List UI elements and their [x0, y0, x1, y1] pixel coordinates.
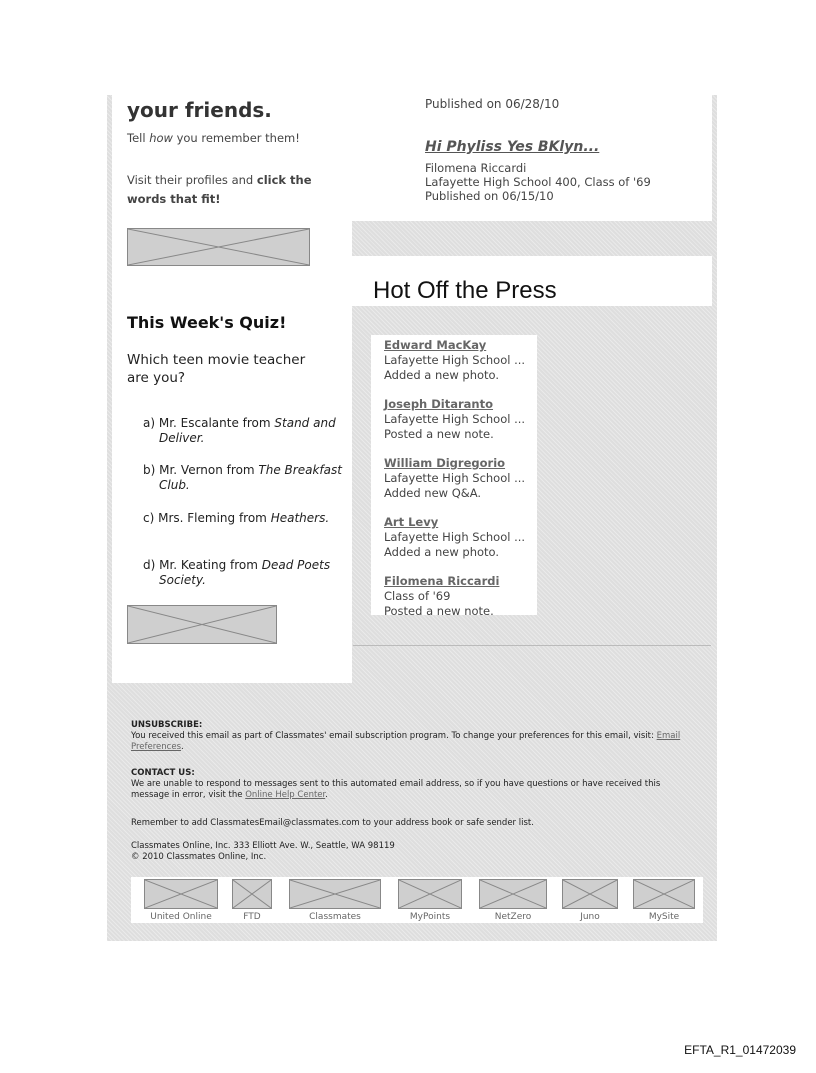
- document-id: EFTA_R1_01472039: [684, 1043, 796, 1057]
- quiz-title: This Week's Quiz!: [127, 313, 287, 332]
- feed-item: Joseph Ditaranto Lafayette High School ... Posted a new note.: [384, 397, 526, 441]
- logo-image: [232, 879, 272, 909]
- feed-item-name-link[interactable]: William Digregorio: [384, 456, 506, 470]
- logo-image: [144, 879, 218, 909]
- feed-item-name-link[interactable]: Edward MacKay: [384, 338, 487, 352]
- feed-item: William Digregorio Lafayette High School ... Added new Q&A.: [384, 456, 526, 500]
- image-placeholder-button[interactable]: [127, 228, 310, 266]
- logo-image: [398, 879, 462, 909]
- unsubscribe-section: UNSUBSCRIBE: You received this email as part of Classmates' email subscription program. To change your preferences for this email, visit: Email Preferences.: [131, 720, 681, 752]
- hot-off-press-title: Hot Off the Press: [373, 277, 557, 304]
- contact-section: CONTACT US: We are unable to respond to messages sent to this automated email address, so if you have questions or have received this message in error, visit the Online Help Center.: [131, 768, 661, 800]
- feed-item: Edward MacKay Lafayette High School ... Added a new photo.: [384, 338, 526, 382]
- logo-image: [562, 879, 618, 909]
- feed-item-name-link[interactable]: Joseph Ditaranto: [384, 397, 494, 411]
- story-meta: [425, 161, 651, 203]
- prev-published-date: Published on 06/28/10: [425, 97, 560, 111]
- quiz-option-b[interactable]: b) Mr. Vernon from The Breakfast Club.: [143, 463, 342, 492]
- online-help-center-link[interactable]: Online Help Center: [245, 790, 326, 800]
- logo-image: [633, 879, 695, 909]
- story-author: Filomena Riccardi: [425, 161, 527, 175]
- company-address: Classmates Online, Inc. 333 Elliott Ave. W., Seattle, WA 98119 © 2010 Classmates Online, Inc.: [131, 841, 395, 862]
- feed-item-name-link[interactable]: Art Levy: [384, 515, 439, 529]
- logo-image: [479, 879, 547, 909]
- email-body: [107, 95, 717, 941]
- email-preferences-link[interactable]: Email Preferences: [131, 731, 681, 752]
- feed-item-name-link[interactable]: Filomena Riccardi: [384, 574, 500, 588]
- friends-heading: your friends.: [127, 98, 272, 122]
- activity-feed: [371, 335, 537, 618]
- divider: [353, 645, 711, 646]
- story-published: Published on 06/15/10: [425, 189, 554, 203]
- visit-text: Visit their profiles and click the words that fit!: [127, 173, 312, 206]
- quiz-option-d[interactable]: d) Mr. Keating from Dead Poets Society.: [143, 558, 331, 587]
- tell-text: Tell how you remember them!: [127, 131, 300, 145]
- logo-image: [289, 879, 381, 909]
- feed-item: Art Levy Lafayette High School ... Added a new photo.: [384, 515, 526, 559]
- story-title-link[interactable]: Hi Phyliss Yes BKlyn...: [425, 139, 600, 155]
- unsubscribe-heading: UNSUBSCRIBE:: [131, 720, 203, 730]
- partner-logos: United Online FTD Classmates MyPoints NetZero Juno MySite: [131, 877, 703, 923]
- quiz-option-a[interactable]: a) Mr. Escalante from Stand and Deliver.: [143, 416, 336, 445]
- quiz-option-c[interactable]: c) Mrs. Fleming from Heathers.: [143, 511, 330, 525]
- feed-item: Filomena Riccardi Class of '69 Posted a new note.: [384, 574, 500, 618]
- left-column: [112, 95, 352, 683]
- quiz-image-placeholder[interactable]: [127, 605, 277, 644]
- contact-heading: CONTACT US:: [131, 768, 195, 778]
- story-school: Lafayette High School 400, Class of '69: [425, 175, 651, 189]
- quiz-question: Which teen movie teacher are you?: [127, 352, 306, 386]
- safe-sender-note: Remember to add ClassmatesEmail@classmates.com to your address book or safe sender list.: [131, 818, 534, 828]
